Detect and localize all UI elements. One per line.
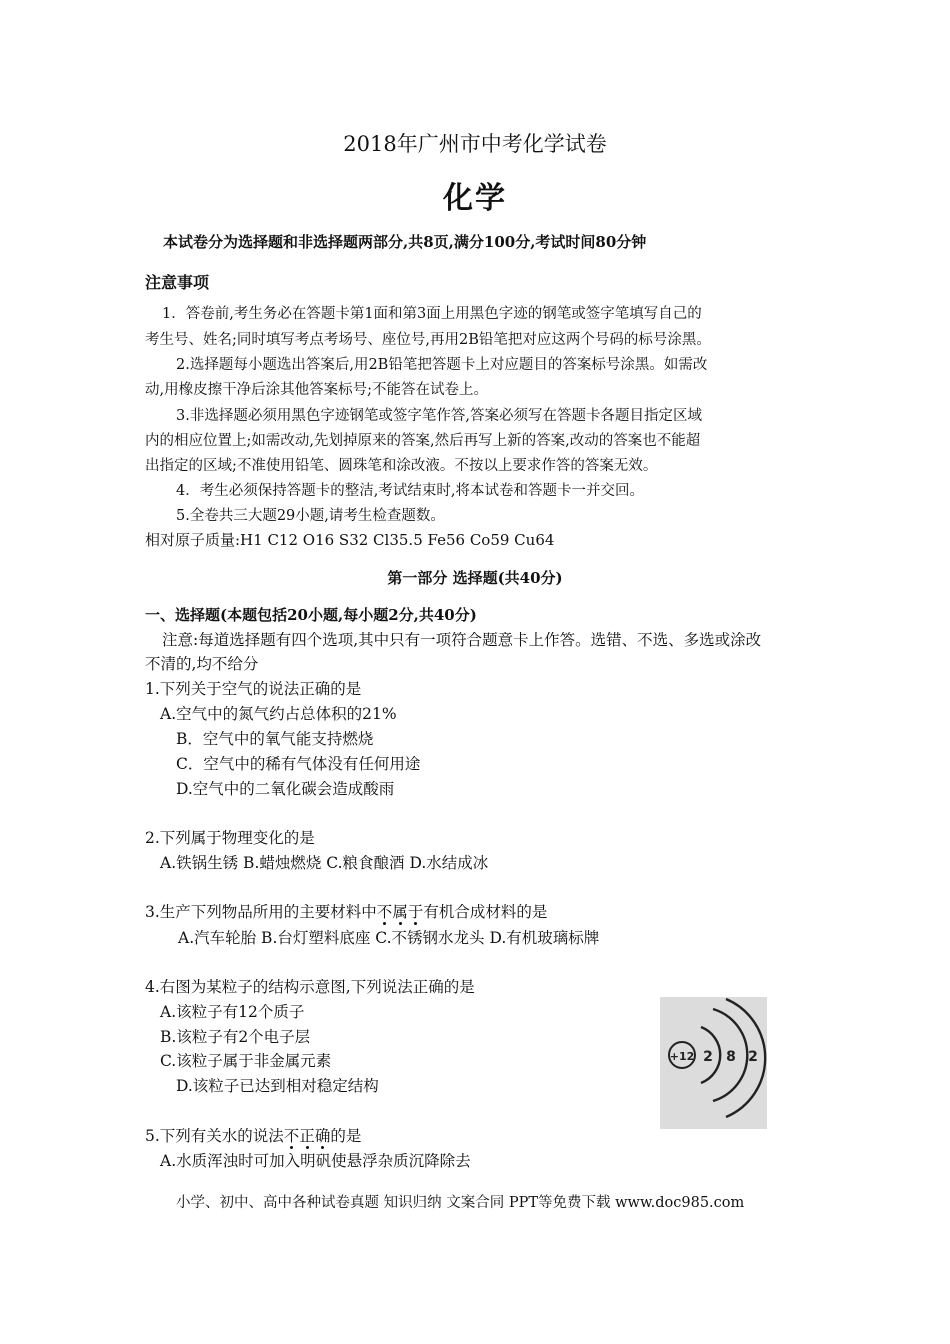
- notice-line-1: 1．答卷前,考生务必在答题卡第1面和第3面上用黑色字迹的钢笔或签字笔填写自己的: [162, 306, 702, 322]
- atom-structure-diagram: [660, 997, 767, 1129]
- exam-intro: 本试卷分为选择题和非选择题两部分,共8页,满分100分,考试时间80分钟: [163, 233, 647, 251]
- q3-stem-post: 有机合成材料的是: [423, 903, 548, 921]
- notice-line-3: 2.选择题每小题选出答案后,用2B铅笔把答题卡上对应题目的答案标号涂黑。如需改: [176, 357, 708, 373]
- exam-title: 2018年广州市中考化学试卷: [343, 132, 607, 156]
- atomic-masses: 相对原子质量:H1 C12 O16 S32 Cl35.5 Fe56 Co59 Cu64: [145, 531, 555, 549]
- section1-note-line1: 注意:每道选择题有四个选项,其中只有一项符合题意卡上作答。选错、不选、多选或涂改: [162, 631, 762, 649]
- q4-option-d: D.该粒子已达到相对稳定结构: [176, 1077, 379, 1095]
- q1-option-a: A.空气中的氮气约占总体积的21%: [160, 705, 397, 723]
- notice-line-4: 动,用橡皮擦干净后涂其他答案标号;不能答在试卷上。: [145, 382, 488, 398]
- q1-option-d: D.空气中的二氧化碳会造成酸雨: [176, 780, 395, 798]
- section1-title: 一、选择题(本题包括20小题,每小题2分,共40分): [145, 606, 477, 624]
- notice-line-8: 4．考生必须保持答题卡的整洁,考试结束时,将本试卷和答题卡一并交回。: [176, 483, 644, 499]
- notice-line-7: 出指定的区域;不准使用铅笔、圆珠笔和涂改液。不按以上要求作答的答案无效。: [145, 458, 658, 474]
- subject-heading: 化学: [443, 181, 507, 216]
- q5-option-a: A.水质浑浊时可加入明矾使悬浮杂质沉降除去: [160, 1152, 471, 1170]
- nucleus-charge: +12: [669, 1050, 695, 1063]
- shell-count-1: 2: [703, 1049, 713, 1065]
- q3-emphasis-3: 于: [407, 903, 424, 921]
- q5-emphasis-1: 不: [283, 1127, 300, 1145]
- q5-emphasis-2: 正: [299, 1127, 315, 1145]
- notice-line-2: 考生号、姓名;同时填写考点考场号、座位号,再用2B铅笔把对应这两个号码的标号涂黑。: [145, 332, 711, 348]
- q4-stem: 4.右图为某粒子的结构示意图,下列说法正确的是: [145, 978, 475, 996]
- part1-title: 第一部分 选择题(共40分): [387, 569, 563, 587]
- atom-structure-svg: [660, 997, 767, 1129]
- section1-note-line2: 不清的,均不给分: [145, 655, 259, 673]
- q1-option-b: B．空气中的氧气能支持燃烧: [176, 730, 374, 748]
- notice-line-6: 内的相应位置上;如需改动,先划掉原来的答案,然后再写上新的答案,改动的答案也不能超: [145, 433, 701, 449]
- q2-stem: 2.下列属于物理变化的是: [145, 829, 315, 847]
- q1-stem: 1.下列关于空气的说法正确的是: [145, 680, 362, 698]
- q5-stem-pre: 5.下列有关水的说法: [145, 1127, 284, 1145]
- q3-emphasis-1: 不: [376, 903, 393, 921]
- q2-options: A.铁锅生锈 B.蜡烛燃烧 C.粮食酿酒 D.水结成冰: [160, 854, 489, 872]
- q5-emphasis-3: 确: [314, 1127, 331, 1145]
- q4-option-a: A.该粒子有12个质子: [160, 1003, 305, 1021]
- notice-line-9: 5.全卷共三大题29小题,请考生检查题数。: [176, 508, 445, 524]
- q3-stem: [145, 900, 547, 924]
- shell-count-2: 8: [726, 1049, 736, 1065]
- q4-option-b: B.该粒子有2个电子层: [160, 1028, 311, 1046]
- shell-count-3: 2: [748, 1049, 758, 1065]
- q5-stem-post: 的是: [330, 1127, 362, 1145]
- q1-option-c: C．空气中的稀有气体没有任何用途: [176, 755, 421, 773]
- q4-option-c: C.该粒子属于非金属元素: [160, 1052, 332, 1070]
- notice-heading: 注意事项: [145, 273, 210, 292]
- page-footer: 小学、初中、高中各种试卷真题 知识归纳 文案合同 PPT等免费下载 www.doc985.com: [176, 1195, 745, 1211]
- q5-stem: [145, 1124, 361, 1148]
- q3-emphasis-2: 属: [392, 903, 408, 921]
- notice-line-5: 3.非选择题必须用黑色字迹钢笔或签字笔作答,答案必须写在答题卡各题目指定区域: [176, 408, 702, 424]
- q3-stem-pre: 3.生产下列物品所用的主要材料中: [145, 903, 377, 921]
- q3-options: A.汽车轮胎 B.台灯塑料底座 C.不锈钢水龙头 D.有机玻璃标牌: [178, 929, 600, 947]
